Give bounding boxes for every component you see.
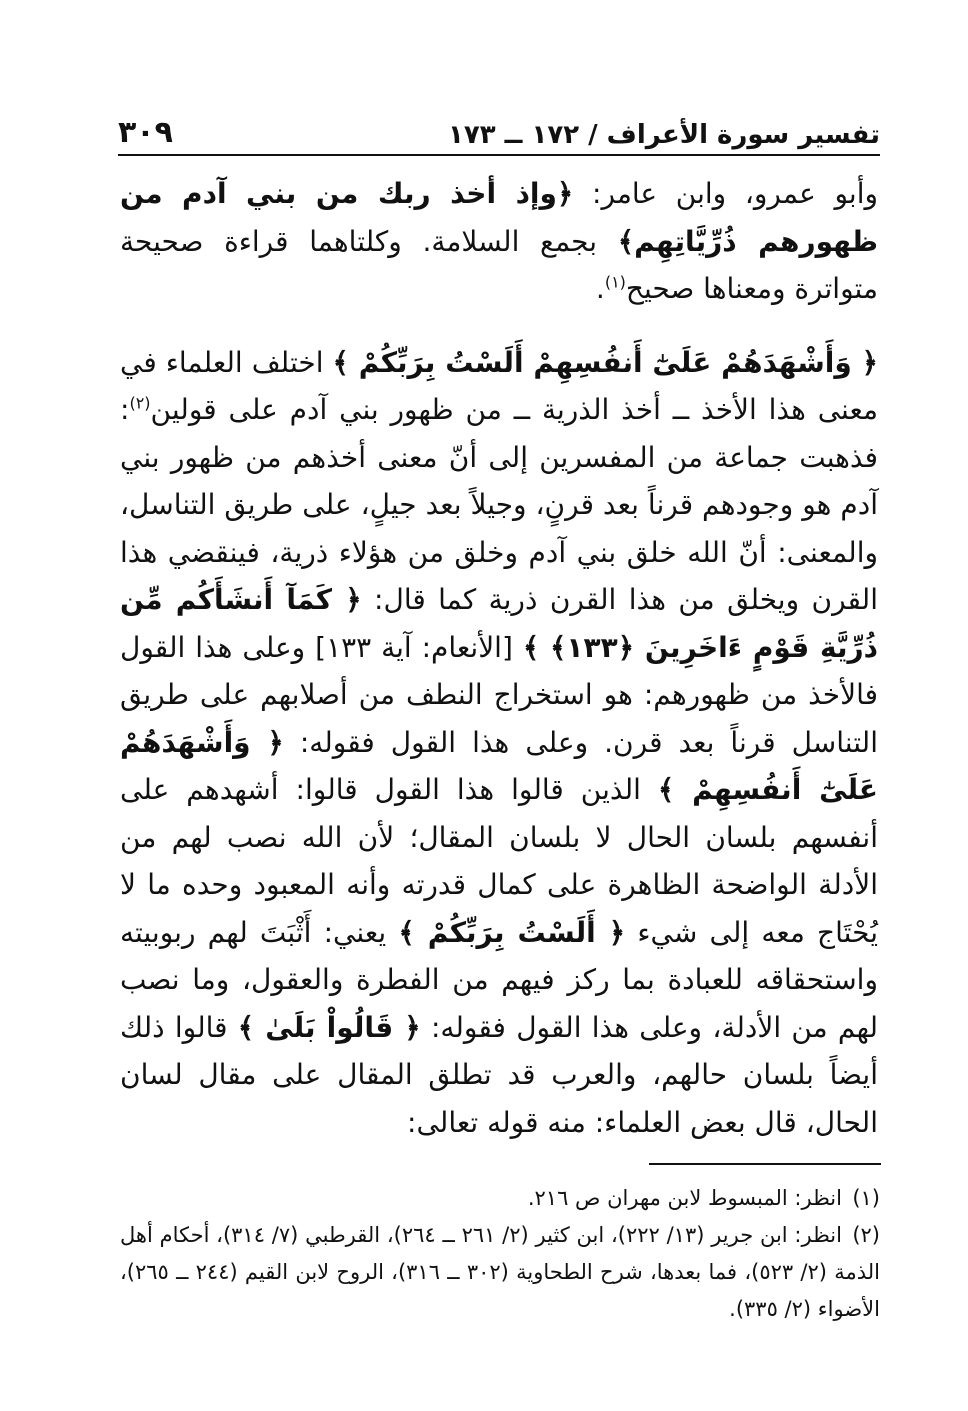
footnote-divider: [649, 1163, 881, 1165]
text-run: بجمع السلامة. وكلتاهما قراءة صحيحة متواترة ومعناها صحيح: [120, 224, 878, 305]
paragraph-2: [120, 339, 878, 1147]
footnote-ref-1: (١): [604, 272, 626, 292]
text-run: يعني: أَثْبَتَ لهم ربوبيته واستحقاقه للعبادة بما ركز فيهم من الفطرة والعقول، وما نصب لهم من الأدلة، وعلى هذا القول فقوله:: [120, 915, 878, 1044]
footnote-2: [120, 1217, 880, 1328]
text-run: [الأنعام: آية ١٣٣] وعلى هذا القول فالأخذ من ظهورهم: هو استخراج النطف من أصلابهم على طريق التناسل قرناً بعد قرن. وعلى هذا القول فقوله:: [120, 630, 878, 759]
main-text: [120, 170, 878, 1146]
quran-verse: ﴿ وَأَشْهَدَهُمْ عَلَىٰٓ أَنفُسِهِمْ ﴾: [120, 725, 878, 806]
footnote-1: [120, 1180, 880, 1217]
footnote-number: (٢): [852, 1223, 880, 1247]
footnotes: [120, 1180, 880, 1328]
quran-verse: ﴿ أَلَسْتُ بِرَبِّكُمْ ﴾: [398, 915, 626, 949]
text-run: : فذهبت جماعة من المفسرين إلى أنّ معنى أخذهم من ظهور بني آدم هو وجودهم قرناً بعد قرنٍ، وجيلاً بعد جيلٍ، على طريق التناسل، والمعنى: أنّ الله خلق بني آدم وخلق من هؤلاء ذرية، فينقضي هذا القرن ويخلق من هذا القرن ذرية كما قال:: [120, 393, 878, 616]
text-run: اختلف العلماء في معنى هذا الأخذ ــ أخذ الذرية ــ من ظهور بني آدم على قولين: [120, 345, 878, 426]
footnote-text: انظر: ابن جرير (١٣/ ٢٢٢)، ابن كثير (٢/ ٢٦١ ــ ٢٦٤)، القرطبي (٧/ ٣١٤)، أحكام أهل الذمة (٢/ ٥٢٣)، فما بعدها، شرح الطحاوية (٣٠٢ ــ ٣١٦)، الروح لابن القيم (٢٤٤ ــ ٢٦٥)، الأضواء (٢/ ٣٣٥).: [120, 1223, 880, 1321]
footnote-ref-2: (٢): [129, 393, 151, 413]
running-header: [118, 104, 880, 156]
paragraph-1: [120, 170, 878, 313]
quran-verse: ﴿ كَمَآ أَنشَأَكُم مِّن ذُرِّيَّةِ قَوْمٍ ءَاخَرِينَ ﴿١٣٣﴾ ﴾: [120, 583, 879, 664]
quran-verse: ﴿وإذ أخذ ربك من بني آدم من ظهورهم ذُرِّيَّاتِهِم﴾: [120, 177, 878, 258]
text-run: قالوا ذلك أيضاً بلسان حالهم، والعرب قد تطلق المقال على مقال لسان الحال، قال بعض العلماء: منه قوله تعالى:: [120, 1010, 878, 1139]
page-number: ٣٠٩: [118, 115, 173, 150]
footnote-number: (١): [852, 1186, 880, 1210]
running-title: تفسير سورة الأعراف / ١٧٢ ــ ١٧٣: [447, 120, 880, 150]
footnote-text: انظر: المبسوط لابن مهران ص ٢١٦.: [527, 1186, 842, 1210]
text-run: الذين قالوا هذا القول قالوا: أشهدهم على أنفسهم بلسان الحال لا بلسان المقال؛ لأن الله نصب لهم من الأدلة الواضحة الظاهرة على كمال قدرته وأنه المعبود وحده ما لا يُحْتَاج معه إلى شيء: [120, 773, 878, 949]
text-run: وأبو عمرو، وابن عامر:: [573, 177, 878, 210]
quran-verse: ﴿ وَأَشْهَدَهُمْ عَلَىٰٓ أَنفُسِهِمْ أَلَسْتُ بِرَبِّكُمْ ﴾: [332, 345, 878, 379]
text-run: .: [595, 272, 605, 305]
quran-verse: ﴿ قَالُواْ بَلَىٰ ﴾: [237, 1010, 421, 1044]
